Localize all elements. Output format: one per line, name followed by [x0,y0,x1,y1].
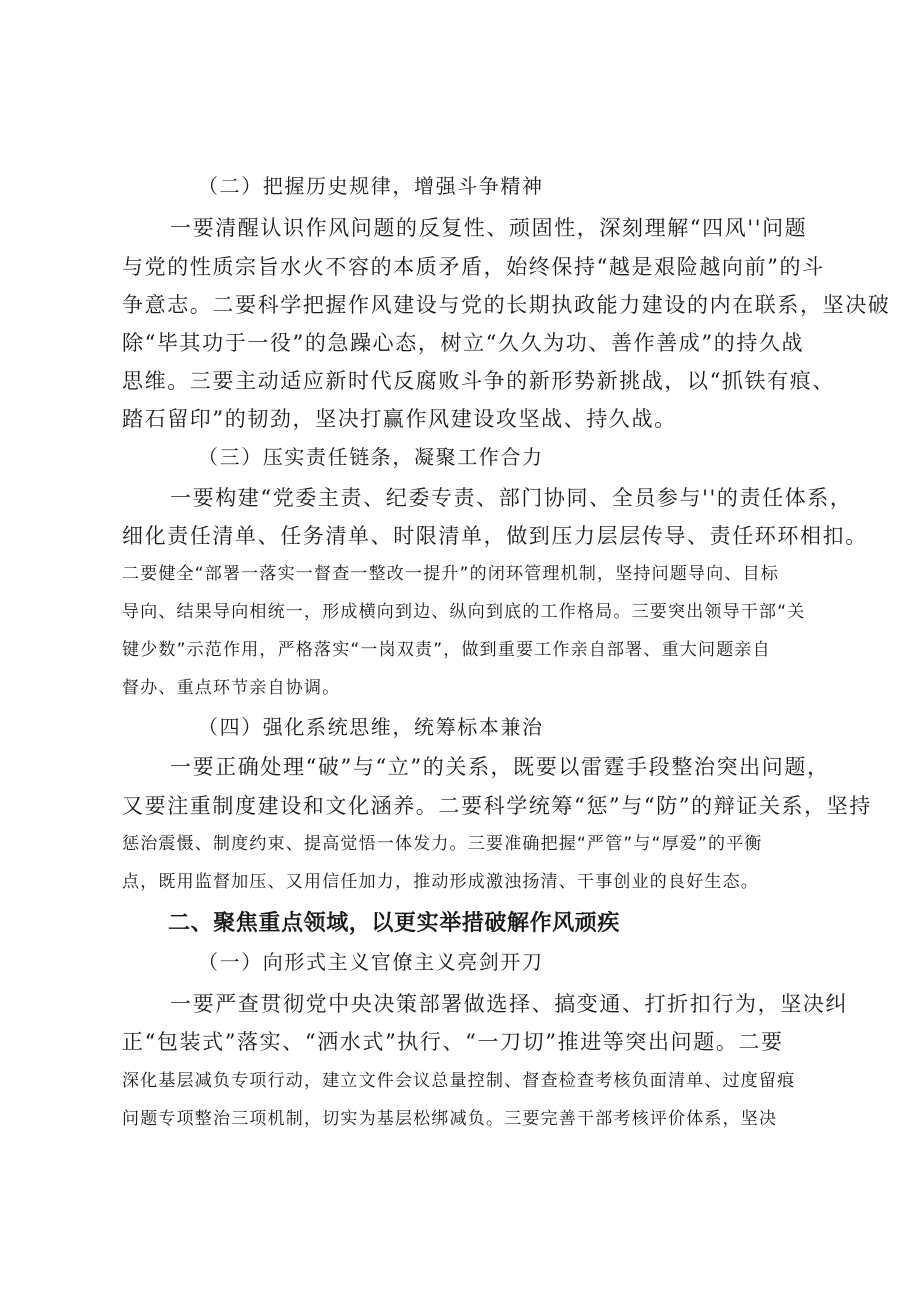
paragraph-line: 导向、结果导向相统一，形成横向到边、纵向到底的工作格局。三要突出领导干部“关 [122,602,806,622]
paragraph-line: 又要注重制度建设和文化涵养。二要科学统筹“惩”与“防”的辩证关系，坚持 [122,794,872,818]
paragraph-line: 与党的性质宗旨水火不容的本质矛盾，始终保持“越是艰险越向前”的斗 [122,255,825,279]
paragraph-line: 深化基层减负专项行动，建立文件会议总量控制、督查检查考核负面清单、过度留痕 [122,1071,796,1091]
paragraph-line: 正“包装式”落实、“洒水式”执行、“一刀切”推进等突出问题。二要 [122,1030,784,1054]
paragraph-line: 除“毕其功于一役”的急躁心态，树立“久久为功、善作善成”的持久战 [122,331,805,355]
paragraph-line: 细化责任清单、任务清单、时限清单，做到压力层层传导、责任环环相扣。 [122,524,868,548]
paragraph-line: 点，既用监督加压、又用信任加力，推动形成激浊扬清、干事创业的良好生态。 [122,872,759,892]
paragraph-line: 二要健全“部署一落实一督查一整改一提升”的闭环管理机制，坚持问题导向、目标 [122,564,780,584]
paragraph-line: 一要清醒认识作风问题的反复性、顽固性，深刻理解“四风''问题 [170,216,808,240]
paragraph-line: 一要构建“党委主责、纪委专责、部门协同、全员参与''的责任体系， [170,486,853,510]
subsection-heading-3: （三）压实责任链条，凝聚工作合力 [198,445,544,469]
paragraph-line: 思维。三要主动适应新时代反腐败斗争的新形势新挑战，以“抓铁有痕、 [122,369,835,393]
paragraph-line: 问题专项整治三项机制，切实为基层松绑减负。三要完善干部考核评价体系，坚决 [122,1109,778,1129]
section-title: 二、聚焦重点领域，以更实举措破解作风顽疾 [168,911,621,936]
subsection-heading-2: （二）把握历史规律，增强斗争精神 [198,174,544,198]
paragraph-line: 一要正确处理“破”与“立”的关系，既要以雷霆手段整治突出问题， [170,755,830,779]
paragraph-line: 督办、重点环节亲自协调。 [122,678,341,698]
paragraph-line: 踏石留印”的韧劲，坚决打赢作风建设攻坚战、持久战。 [122,407,677,431]
paragraph-line: 一要严查贯彻党中央决策部署做选择、搞变通、打折扣行为，坚决纠 [170,992,848,1016]
subsection-heading-4: （四）强化系统思维，统筹标本兼治 [198,715,544,739]
subsection-heading-1: （一）向形式主义官僚主义亮剑开刀 [198,950,544,974]
paragraph-line: 惩治震慑、制度约束、提高觉悟一体发力。三要准确把握“严管”与“厚爱”的平衡 [122,834,763,854]
paragraph-line: 争意志。二要科学把握作风建设与党的长期执政能力建设的内在联系，坚决破 [122,293,891,317]
paragraph-line: 键少数”示范作用，严格落实“一岗双责”，做到重要工作亲自部署、重大问题亲自 [122,640,771,660]
